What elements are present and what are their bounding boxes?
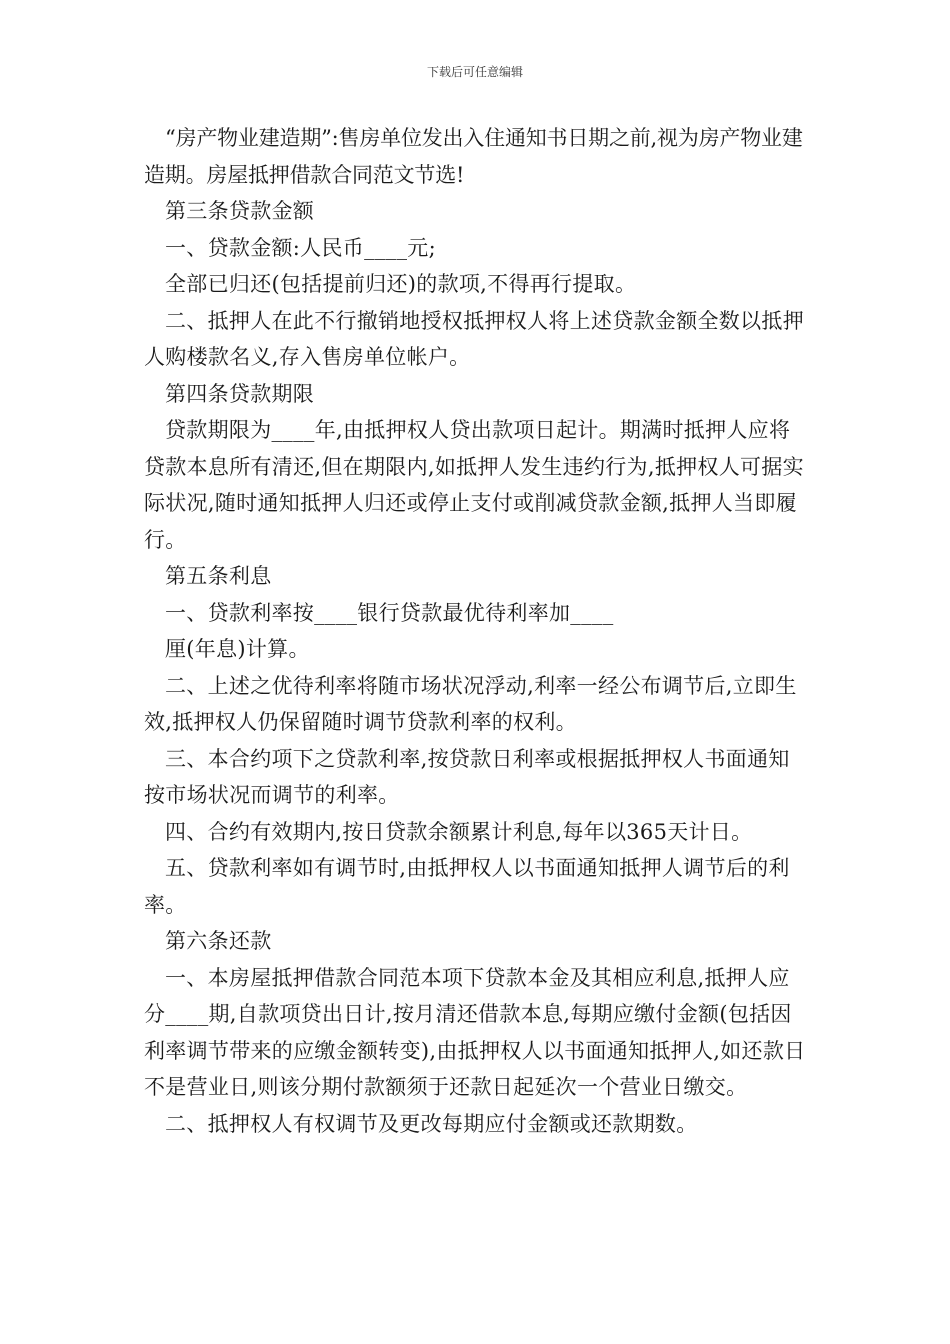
paragraph-daily-interest: 四、合约有效期内,按日贷款余额累计利息,每年以365天计日。 (165, 819, 753, 844)
paragraph-loan-amount: 一、贷款金额:人民币____元; (165, 235, 436, 260)
paragraph-repayment-adjust: 二、抵押权人有权调节及更改每期应付金额或还款期数。 (165, 1111, 698, 1136)
paragraph-rate-adjust-notice: 五、贷款利率如有调节时,由抵押权人以书面通知抵押人调节后的利率。 (144, 856, 790, 917)
section-heading-loan-amount: 第三条贷款金额 (165, 199, 315, 223)
paragraph-loan-term: 贷款期限为____年,由抵押权人贷出款项日起计。期满时抵押人应将贷款本息所有清还,但在期限内,如抵押人发生违约行为,抵押权人可据实际状况,随时通知抵押人归还或停止支付或削减贷款金额,抵押人当即履行。 (144, 418, 804, 552)
paragraph-repaid-amounts: 全部已归还(包括提前归还)的款项,不得再行提取。 (165, 272, 637, 296)
page-header: 下载后可任意编辑 (426, 65, 523, 79)
paragraph-repayment-schedule: 一、本房屋抵押借款合同范本项下贷款本金及其相应利息,抵押人应分____期,自款项贷出日计,按月清还借款本息,每期应缴付金额(包括因利率调节带来的应缴金额转变),由抵押权人以书面通知抵押人,如还款日不是营业日,则该分期付款额须于还款日起延次一个营业日缴交。 (144, 965, 806, 1099)
paragraph-interest-calc: 厘(年息)计算。 (165, 637, 310, 661)
section-heading-loan-term: 第四条贷款期限 (165, 381, 315, 406)
paragraph-authorization: 二、抵押人在此不行撤销地授权抵押权人将上述贷款金额全数以抵押人购楼款名义,存入售房单位帐户。 (144, 308, 804, 369)
paragraph-interest-rate: 一、贷款利率按____银行贷款最优待利率加____ (165, 600, 614, 625)
paragraph-rate-float: 二、上述之优待利率将随市场状况浮动,利率一经公布调节后,立即生效,抵押权人仍保留随时调节贷款利率的权利。 (144, 673, 797, 734)
paragraph-rate-basis: 三、本合约项下之贷款利率,按贷款日利率或根据抵押权人书面通知按市场状况而调节的利率。 (144, 746, 790, 807)
paragraph-definition-construction-period: “房产物业建造期”:售房单位发出入住通知书日期之前,视为房产物业建造期。房屋抵押借款合同范文节选! (144, 126, 803, 187)
section-heading-interest: 第五条利息 (165, 564, 272, 588)
section-heading-repayment: 第六条还款 (165, 929, 272, 953)
document-body (144, 120, 809, 1142)
